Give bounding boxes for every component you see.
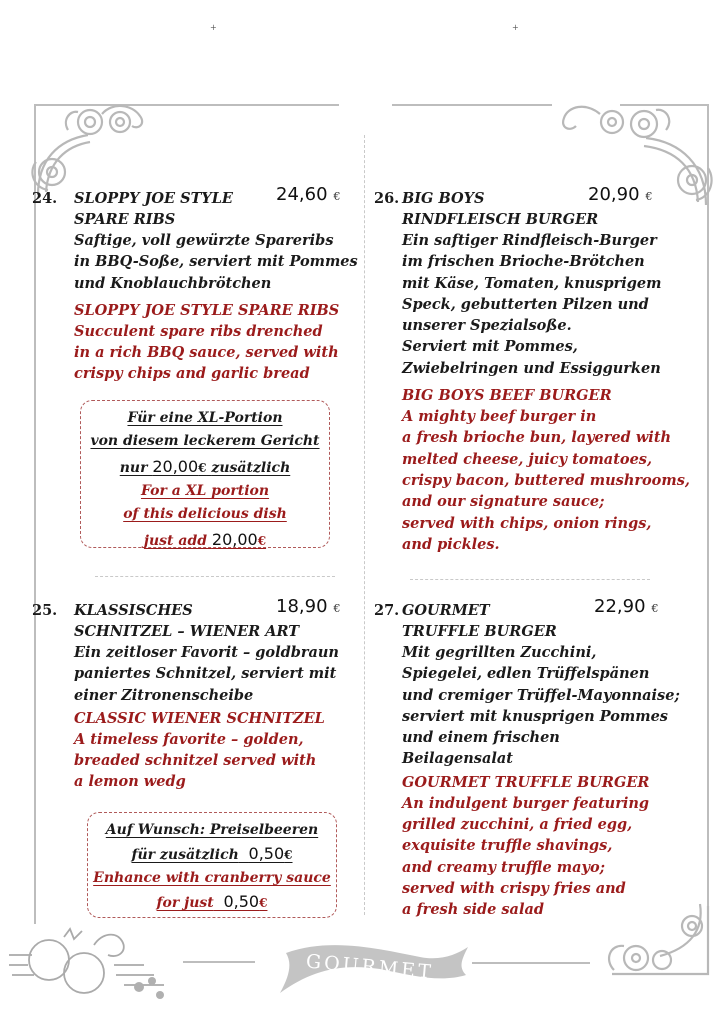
crop-mark-right: + xyxy=(512,23,519,32)
item-title-de: RINDFLEISCH BURGER xyxy=(402,211,599,228)
frame-right xyxy=(707,104,709,924)
item-price: 18,90 € xyxy=(276,596,341,617)
item-title-de: GOURMET xyxy=(402,602,490,619)
item-price: 20,90 € xyxy=(588,184,653,205)
item-title-de: KLASSISCHES xyxy=(74,602,193,619)
xl-portion-note: Für eine XL-Portion von diesem leckerem Gericht nur 20,00€ zusätzlich For a XL portion of this delicious dish just add 20,00€ xyxy=(80,400,330,548)
footer-separator-right xyxy=(472,962,590,964)
cranberry-amount: 0,50 xyxy=(248,844,285,863)
currency-symbol: € xyxy=(651,602,659,615)
item-description-de: Ein zeitloser Favorit – goldbraun paniertes Schnitzel, serviert mit einer Zitronenscheibe xyxy=(74,644,339,704)
fruit-illustration-icon xyxy=(4,925,174,1000)
frame-top-right xyxy=(392,104,552,106)
item-number: 24. xyxy=(32,190,58,207)
item-description-en: A timeless favorite – golden, breaded schnitzel served with a lemon wedg xyxy=(74,730,317,791)
item-title-de: SLOPPY JOE STYLE xyxy=(74,190,233,207)
footer-separator-left xyxy=(183,961,255,963)
cranberry-note: Auf Wunsch: Preiselbeeren für zusätzlich 0,50€ Enhance with cranberry sauce for just 0,50€ xyxy=(87,812,337,918)
gourmet-banner-icon xyxy=(270,935,470,995)
item-number: 26. xyxy=(374,190,400,207)
item-title-en: GOURMET TRUFFLE BURGER xyxy=(402,773,650,791)
currency-symbol: € xyxy=(645,190,653,203)
menu-item-26 xyxy=(374,184,694,555)
item-price: 22,90 € xyxy=(594,596,659,617)
item-title-en: SLOPPY JOE STYLE SPARE RIBS xyxy=(74,301,340,319)
item-description-de: Ein saftiger Rindfleisch-Burger im frischen Brioche-Brötchen mit Käse, Tomaten, knusprigem Speck, gebutterten Pilzen und unserer Spezialsoße. Serviert mit Pommes, Zwiebelringen und Essiggurken xyxy=(402,232,662,377)
item-price: 24,60 € xyxy=(276,184,341,205)
currency-symbol: € xyxy=(333,190,341,203)
xl-surcharge-amount: 20,00 xyxy=(152,457,199,476)
section-divider-right xyxy=(410,579,650,580)
item-description-en: Succulent spare ribs drenched in a rich BBQ sauce, served with crispy chips and garlic bread xyxy=(74,322,339,383)
svg-text:GOURMET: GOURMET xyxy=(305,950,435,984)
item-title-de: BIG BOYS xyxy=(402,190,485,207)
column-divider xyxy=(364,135,365,915)
item-description-en: A mighty beef burger in a fresh brioche bun, layered with melted cheese, juicy tomatoes, crispy bacon, buttered mushrooms, and our signature sauce; served with chips, onion rings, and pickles. xyxy=(402,408,690,553)
item-title-de: TRUFFLE BURGER xyxy=(402,623,557,640)
item-number: 25. xyxy=(32,602,58,619)
menu-item-25 xyxy=(32,596,352,793)
item-number: 27. xyxy=(374,602,400,619)
item-description-de: Saftige, voll gewürzte Spareribs in BBQ-Soße, serviert mit Pommes und Knoblauchbrötchen xyxy=(74,232,358,292)
crop-mark-left: + xyxy=(210,23,217,32)
currency-symbol: € xyxy=(333,602,341,615)
item-title-en: BIG BOYS BEEF BURGER xyxy=(402,387,612,405)
item-title-de: SPARE RIBS xyxy=(74,211,176,228)
item-description-en: An indulgent burger featuring grilled zucchini, a fried egg, exquisite truffle shavings, and creamy truffle mayo; served with crispy fries and a fresh side salad xyxy=(402,794,650,919)
section-divider-left xyxy=(95,576,335,577)
item-title-de: SCHNITZEL – WIENER ART xyxy=(74,623,300,640)
menu-item-24 xyxy=(32,184,358,385)
menu-item-27 xyxy=(374,596,694,921)
item-description-de: Mit gegrillten Zucchini, Spiegelei, edlen Trüffelspänen und cremiger Trüffel-Mayonnaise; serviert mit knusprigen Pommes und einem frischen Beilagensalat xyxy=(402,644,680,768)
item-title-en: CLASSIC WIENER SCHNITZEL xyxy=(74,709,325,727)
corner-ornament-top-left-icon xyxy=(28,100,158,200)
